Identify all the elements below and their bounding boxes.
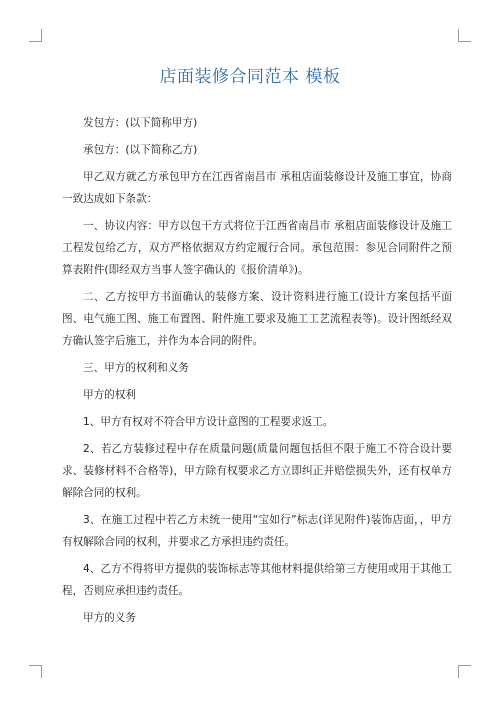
rights-item-4: 4、乙方不得将甲方提供的装饰标志等其他材料提供给第三方使用或用于其他工程，否则应承担违约责任。: [62, 563, 452, 597]
rights-item-1: 1、甲方有权对不符合甲方设计意图的工程要求返工。: [83, 416, 334, 428]
clause-3-heading: 三、甲方的权利和义务: [83, 362, 189, 374]
clause-2-paragraph: 二、乙方按甲方书面确认的装修方案、设计资料进行施工(设计方案包括平面图、电气施工图、施工布置图、附件施工要求及施工工艺流程表等)。设计图纸经双方确认签字后施工，并作为本合同的附件。: [62, 291, 452, 347]
preamble-paragraph: 甲乙双方就乙方承包甲方在江西省南昌市 承租店面装修设计及施工事宜，协商一致达成如下条款：: [62, 171, 452, 205]
party-a-rights-heading: 甲方的权利: [83, 389, 136, 401]
rights-item-3: 3、在施工过程中若乙方未统一使用“宝如行”标志(详见附件)装饰店面，，甲方有权解除合同的权利，并要求乙方承担违约责任。: [62, 514, 452, 548]
crop-mark-top-left: [29, 29, 42, 42]
party-b-line: 承包方：(以下简称乙方): [83, 144, 198, 156]
party-a-obligations-heading: 甲方的义务: [83, 612, 136, 624]
crop-mark-bottom-right: [458, 665, 471, 678]
crop-mark-top-right: [458, 29, 471, 42]
party-a-line: 发包方：(以下简称甲方): [83, 117, 198, 129]
crop-mark-bottom-left: [29, 665, 42, 678]
document-body: [62, 112, 452, 634]
document-title: 店面装修合同范本 模板: [159, 67, 341, 87]
rights-item-2: 2、若乙方装修过程中存在质量问题(质量问题包括但不限于施工不符合设计要求、装修材料不合格等)，甲方除有权要求乙方立即纠正并赔偿损失外，还有权单方解除合同的权利。: [62, 443, 452, 499]
clause-1-paragraph: 一、协议内容：甲方以包干方式将位于江西省南昌市 承租店面装修设计及施工工程发包给乙方，双方严格依据双方约定履行合同。承包范围：参见合同附件之预算表附件(即经双方当事人签字确认的《报价清单》)。: [62, 220, 452, 276]
